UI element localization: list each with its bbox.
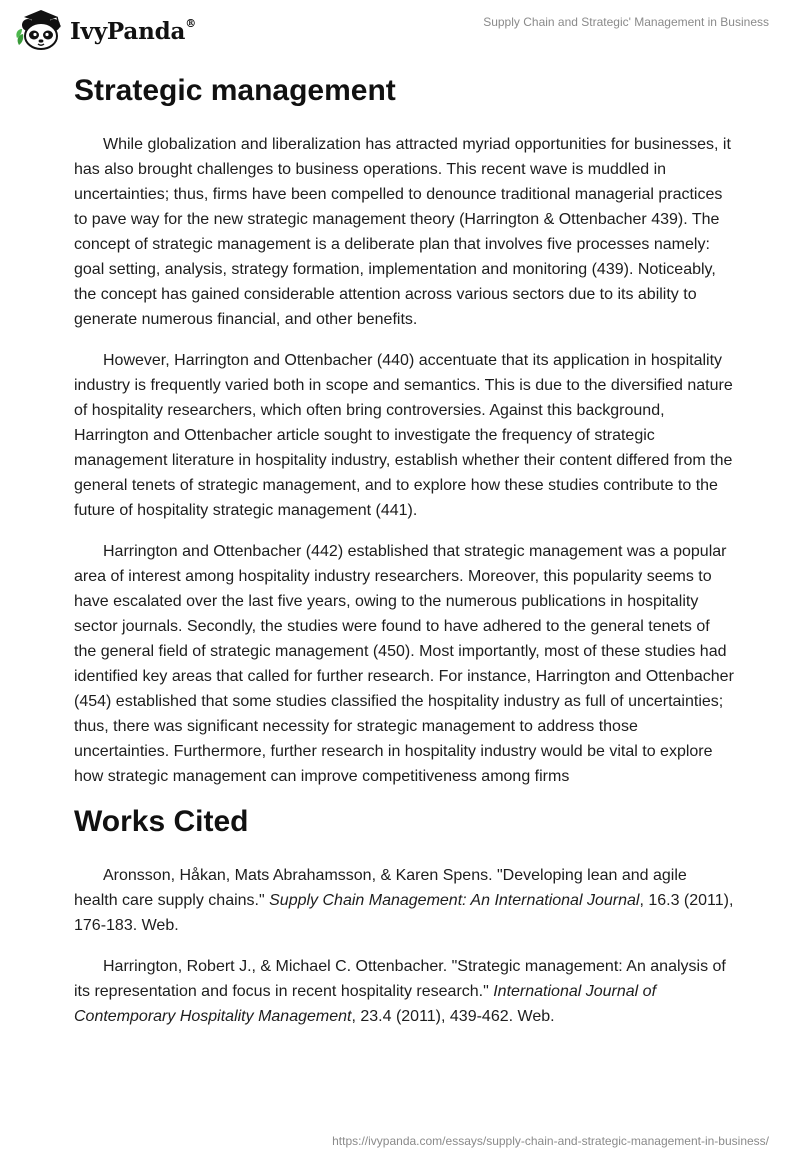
page-header bbox=[0, 0, 800, 60]
document-title: Supply Chain and Strategic' Management in Business bbox=[483, 15, 769, 29]
brand-name: IvyPanda® bbox=[70, 16, 196, 45]
body-paragraph: Harrington and Ottenbacher (442) established that strategic management was a popular area of interest among hospitality industry researchers. Moreover, this popularity seems to have escalated over the last five years, owing to the numerous publications in hospitality sector journals. Secondly, the studies were found to have adhered to the general tenets of the general field of strategic management (450). Most importantly, most of these studies had identified key areas that called for further research. For instance, Harrington and Ottenbacher (454) established that some studies classified the hospitality industry as full of uncertainties; thus, there was significant necessity for strategic management to address those uncertainties. Furthermore, further research in hospitality industry would be vital to explore how strategic management can improve competitiveness among firms bbox=[74, 543, 734, 785]
panda-graduate-icon bbox=[14, 8, 66, 52]
citation-details: , 16.3 (2011), 176-183. Web. bbox=[74, 892, 734, 934]
citation-details: , 23.4 (2011), 439-462. Web. bbox=[351, 1008, 555, 1025]
citation-journal: Supply Chain Management: An International Journal bbox=[269, 892, 640, 909]
footer-source-url[interactable]: https://ivypanda.com/essays/supply-chain-and-strategic-management-in-business/ bbox=[332, 1134, 769, 1148]
citation-entry bbox=[74, 954, 734, 1029]
citation-journal: International Journal of Contemporary Hospitality Management bbox=[74, 983, 657, 1025]
registered-mark: ® bbox=[185, 16, 196, 30]
citation-text: Aronsson, Håkan, Mats Abrahamsson, & Karen Spens. "Developing lean and agile health care supply chains." bbox=[74, 867, 687, 909]
body-paragraph: While globalization and liberalization has attracted myriad opportunities for businesses, it has also brought challenges to business operations. This recent wave is muddled in uncertainties; thus, firms have been compelled to denounce traditional managerial practices to pave way for the new strategic management theory (Harrington & Ottenbacher 439). The concept of strategic management is a deliberate plan that involves five processes namely: goal setting, analysis, strategy formation, implementation and monitoring (439). Noticeably, the concept has gained considerable attention across various sectors due to its ability to generate numerous financial, and other benefits. bbox=[74, 136, 731, 328]
ivypanda-logo[interactable] bbox=[14, 8, 196, 52]
section-heading-works-cited: Works Cited bbox=[74, 805, 249, 838]
citation-text: Harrington, Robert J., & Michael C. Ottenbacher. "Strategic management: An analysis of its representation and focus in recent hospitality research." bbox=[74, 958, 726, 1000]
body-paragraph: However, Harrington and Ottenbacher (440) accentuate that its application in hospitality industry is frequently varied both in scope and semantics. This is due to the diversified nature of hospitality researchers, which often bring controversies. Against this background, Harrington and Ottenbacher article sought to investigate the frequency of strategic management literature in hospitality industry, establish whether their content differed from the general tenets of strategic management, and to explore how these studies contribute to the future of hospitality strategic management (441). bbox=[74, 352, 733, 519]
citation-entry bbox=[74, 863, 734, 938]
section-heading-strategic-management: Strategic management bbox=[74, 74, 396, 107]
essay-content bbox=[74, 70, 734, 1029]
